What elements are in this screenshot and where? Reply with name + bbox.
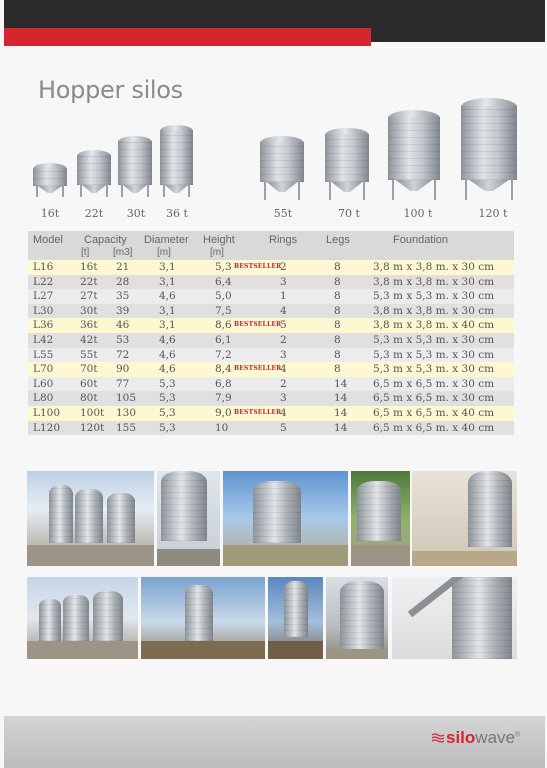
cell-dia: 4,6 (159, 333, 176, 346)
cell-dia: 3,1 (159, 304, 176, 317)
table-row-l60 (28, 377, 514, 392)
table-row-l30 (28, 304, 514, 319)
cell-model: L70 (33, 363, 54, 376)
photo-silos-farm (27, 471, 154, 566)
cell-height: 10 (215, 421, 229, 434)
cell-dia: 5,3 (159, 421, 176, 434)
cell-model: L60 (33, 377, 54, 390)
cell-foundation: 5,3 m x 5,3 m. x 30 cm (373, 290, 495, 303)
top-red-accent-bar (4, 28, 371, 46)
cell-m3: 155 (116, 421, 137, 434)
capacity-label-30t: 30t (126, 207, 146, 220)
silo-illustration-100t (388, 110, 440, 200)
capacity-label-100t: 100 t (403, 207, 433, 220)
table-row-l70 (28, 362, 514, 377)
header-diameter: Diameter (144, 234, 189, 246)
cell-m3: 105 (116, 392, 137, 405)
cell-t: 70t (80, 363, 98, 376)
cell-height: 9,0 (215, 406, 232, 419)
photo-silo-closeup (157, 471, 220, 566)
cell-m3: 35 (116, 290, 130, 303)
cell-t: 60t (80, 377, 98, 390)
cell-foundation: 6,5 m x 6,5 m. x 40 cm (373, 421, 495, 434)
cell-model: L22 (33, 275, 54, 288)
photo-silo-auger (412, 471, 517, 566)
photo-silo-evening (268, 577, 323, 659)
cell-rings: 2 (280, 377, 287, 390)
cell-foundation: 6,5 m x 6,5 m. x 30 cm (373, 392, 495, 405)
cell-dia: 4,6 (159, 348, 176, 361)
silo-illustration-55t (260, 136, 304, 200)
table-row-l22 (28, 275, 514, 290)
cell-rings: 5 (280, 319, 287, 332)
header-height: Height (203, 234, 235, 246)
silo-illustration-36t (160, 125, 193, 197)
table-row-l80 (28, 391, 514, 406)
unit-height-m: [m] (210, 247, 224, 258)
header-rings: Rings (269, 234, 298, 246)
cell-foundation: 5,3 m x 5,3 m. x 30 cm (373, 333, 495, 346)
cell-m3: 46 (116, 319, 130, 332)
cell-rings: 3 (280, 275, 287, 288)
cell-legs: 8 (334, 333, 341, 346)
cell-rings: 5 (280, 421, 287, 434)
silo-illustration-22t (77, 150, 111, 197)
cell-dia: 3,1 (159, 275, 176, 288)
cell-height: 7,9 (215, 392, 232, 405)
cell-dia: 5,3 (159, 392, 176, 405)
cell-rings: 3 (280, 348, 287, 361)
silo-illustration-70t (325, 128, 369, 200)
capacity-label-55t: 55t (273, 207, 293, 220)
cell-model: L16 (33, 261, 54, 273)
cell-rings: 3 (280, 392, 287, 405)
cell-legs: 8 (334, 261, 341, 273)
cell-foundation: 3,8 m x 3,8 m. x 30 cm (373, 261, 495, 273)
cell-model: L80 (33, 392, 54, 405)
cell-foundation: 3,8 m x 3,8 m. x 30 cm (373, 275, 495, 288)
cell-rings: 2 (280, 261, 287, 273)
cell-t: 30t (80, 304, 98, 317)
bestseller-badge: BESTSELLER (234, 408, 282, 416)
cell-height: 7,2 (215, 348, 232, 361)
cell-legs: 14 (334, 406, 348, 419)
cell-legs: 8 (334, 348, 341, 361)
cell-legs: 8 (334, 304, 341, 317)
cell-m3: 90 (116, 363, 130, 376)
cell-dia: 5,3 (159, 377, 176, 390)
unit-m3: [m3] (113, 247, 133, 258)
cell-foundation: 6,5 m x 6,5 m. x 40 cm (373, 406, 495, 419)
cell-t: 36t (80, 319, 98, 332)
cell-rings: 1 (280, 290, 287, 303)
cell-height: 6,4 (215, 275, 232, 288)
cell-legs: 14 (334, 377, 348, 390)
cell-legs: 8 (334, 363, 341, 376)
cell-foundation: 6,5 m x 6,5 m. x 30 cm (373, 377, 495, 390)
unit-diameter-m: [m] (157, 247, 171, 258)
cell-legs: 8 (334, 275, 341, 288)
cell-t: 16t (80, 261, 98, 273)
cell-m3: 72 (116, 348, 130, 361)
cell-m3: 77 (116, 377, 130, 390)
photo-silo-farmhouse (141, 577, 265, 659)
table-row-l16 (28, 260, 514, 275)
cell-height: 8,6 (215, 319, 232, 332)
unit-t: [t] (81, 247, 90, 258)
table-row-l55 (28, 348, 514, 363)
cell-foundation: 3,8 m x 3,8 m. x 40 cm (373, 319, 495, 332)
cell-foundation: 5,3 m x 5,3 m. x 30 cm (373, 348, 495, 361)
cell-height: 7,5 (215, 304, 232, 317)
cell-height: 5,3 (215, 261, 232, 273)
silo-illustration-120t (461, 98, 517, 200)
silowave-wave-icon (432, 733, 444, 743)
cell-legs: 8 (334, 290, 341, 303)
cell-foundation: 3,8 m x 3,8 m. x 30 cm (373, 304, 495, 317)
photo-silo-discharge-pipe (392, 577, 517, 659)
cell-t: 55t (80, 348, 98, 361)
cell-model: L100 (33, 406, 61, 419)
cell-rings: 4 (280, 406, 287, 419)
cell-legs: 8 (334, 319, 341, 332)
header-foundation: Foundation (393, 234, 449, 246)
capacity-label-22t: 22t (84, 207, 104, 220)
cell-t: 120t (80, 421, 105, 434)
cell-t: 42t (80, 333, 98, 346)
cell-m3: 39 (116, 304, 130, 317)
bestseller-badge: BESTSELLER (234, 263, 282, 270)
cell-model: L42 (33, 333, 54, 346)
bestseller-badge: BESTSELLER (234, 365, 282, 373)
silo-illustration-30t (118, 136, 152, 197)
photo-silos-row (27, 577, 138, 659)
cell-t: 80t (80, 392, 98, 405)
capacity-label-120t: 120 t (478, 207, 508, 220)
cell-height: 6,1 (215, 333, 232, 346)
cell-dia: 3,1 (159, 261, 176, 273)
cell-model: L55 (33, 348, 54, 361)
cell-height: 5,0 (215, 290, 232, 303)
cell-t: 22t (80, 275, 98, 288)
cell-dia: 4,6 (159, 290, 176, 303)
table-header (28, 231, 514, 260)
cell-height: 6,8 (215, 377, 232, 390)
cell-t: 100t (80, 406, 105, 419)
cell-rings: 4 (280, 304, 287, 317)
cell-rings: 2 (280, 333, 287, 346)
logo-registered-mark: ® (514, 731, 521, 739)
capacity-label-36t: 36 t (166, 207, 188, 220)
cell-height: 8,4 (215, 363, 232, 376)
cell-model: L120 (33, 421, 61, 434)
capacity-label-70t: 70 t (338, 207, 360, 220)
table-row-l27 (28, 289, 514, 304)
cell-legs: 14 (334, 392, 348, 405)
cell-m3: 21 (116, 261, 130, 273)
cell-rings: 4 (280, 363, 287, 376)
photo-silo-trees (351, 471, 410, 566)
cell-model: L27 (33, 290, 54, 303)
cell-dia: 3,1 (159, 319, 176, 332)
silowave-logo (446, 728, 520, 748)
cell-model: L36 (33, 319, 54, 332)
header-capacity: Capacity (84, 234, 127, 246)
header-model: Model (33, 234, 63, 246)
table-row-l36 (28, 318, 514, 333)
cell-m3: 28 (116, 275, 130, 288)
logo-text-wave: wave (475, 728, 515, 747)
bestseller-badge: BESTSELLER (234, 321, 282, 329)
silo-size-illustrations (0, 90, 547, 220)
cell-dia: 5,3 (159, 406, 176, 419)
header-legs: Legs (326, 234, 350, 246)
photo-silo-ladder (326, 577, 388, 659)
cell-m3: 130 (116, 406, 137, 419)
cell-t: 27t (80, 290, 98, 303)
logo-text-silo: silo (446, 728, 476, 747)
table-body (28, 260, 514, 435)
table-row-l42 (28, 333, 514, 348)
cell-model: L30 (33, 304, 54, 317)
photo-silo-blue-sky (223, 471, 348, 566)
silo-spec-table (28, 231, 514, 435)
table-row-l120 (28, 421, 514, 436)
cell-m3: 53 (116, 333, 130, 346)
table-row-l100 (28, 406, 514, 421)
page-title: Hopper silos (38, 76, 183, 104)
cell-foundation: 5,3 m x 5,3 m. x 30 cm (373, 363, 495, 376)
silo-illustration-16t (33, 163, 67, 197)
cell-legs: 14 (334, 421, 348, 434)
capacity-label-16t: 16t (40, 207, 60, 220)
cell-dia: 4,6 (159, 363, 176, 376)
